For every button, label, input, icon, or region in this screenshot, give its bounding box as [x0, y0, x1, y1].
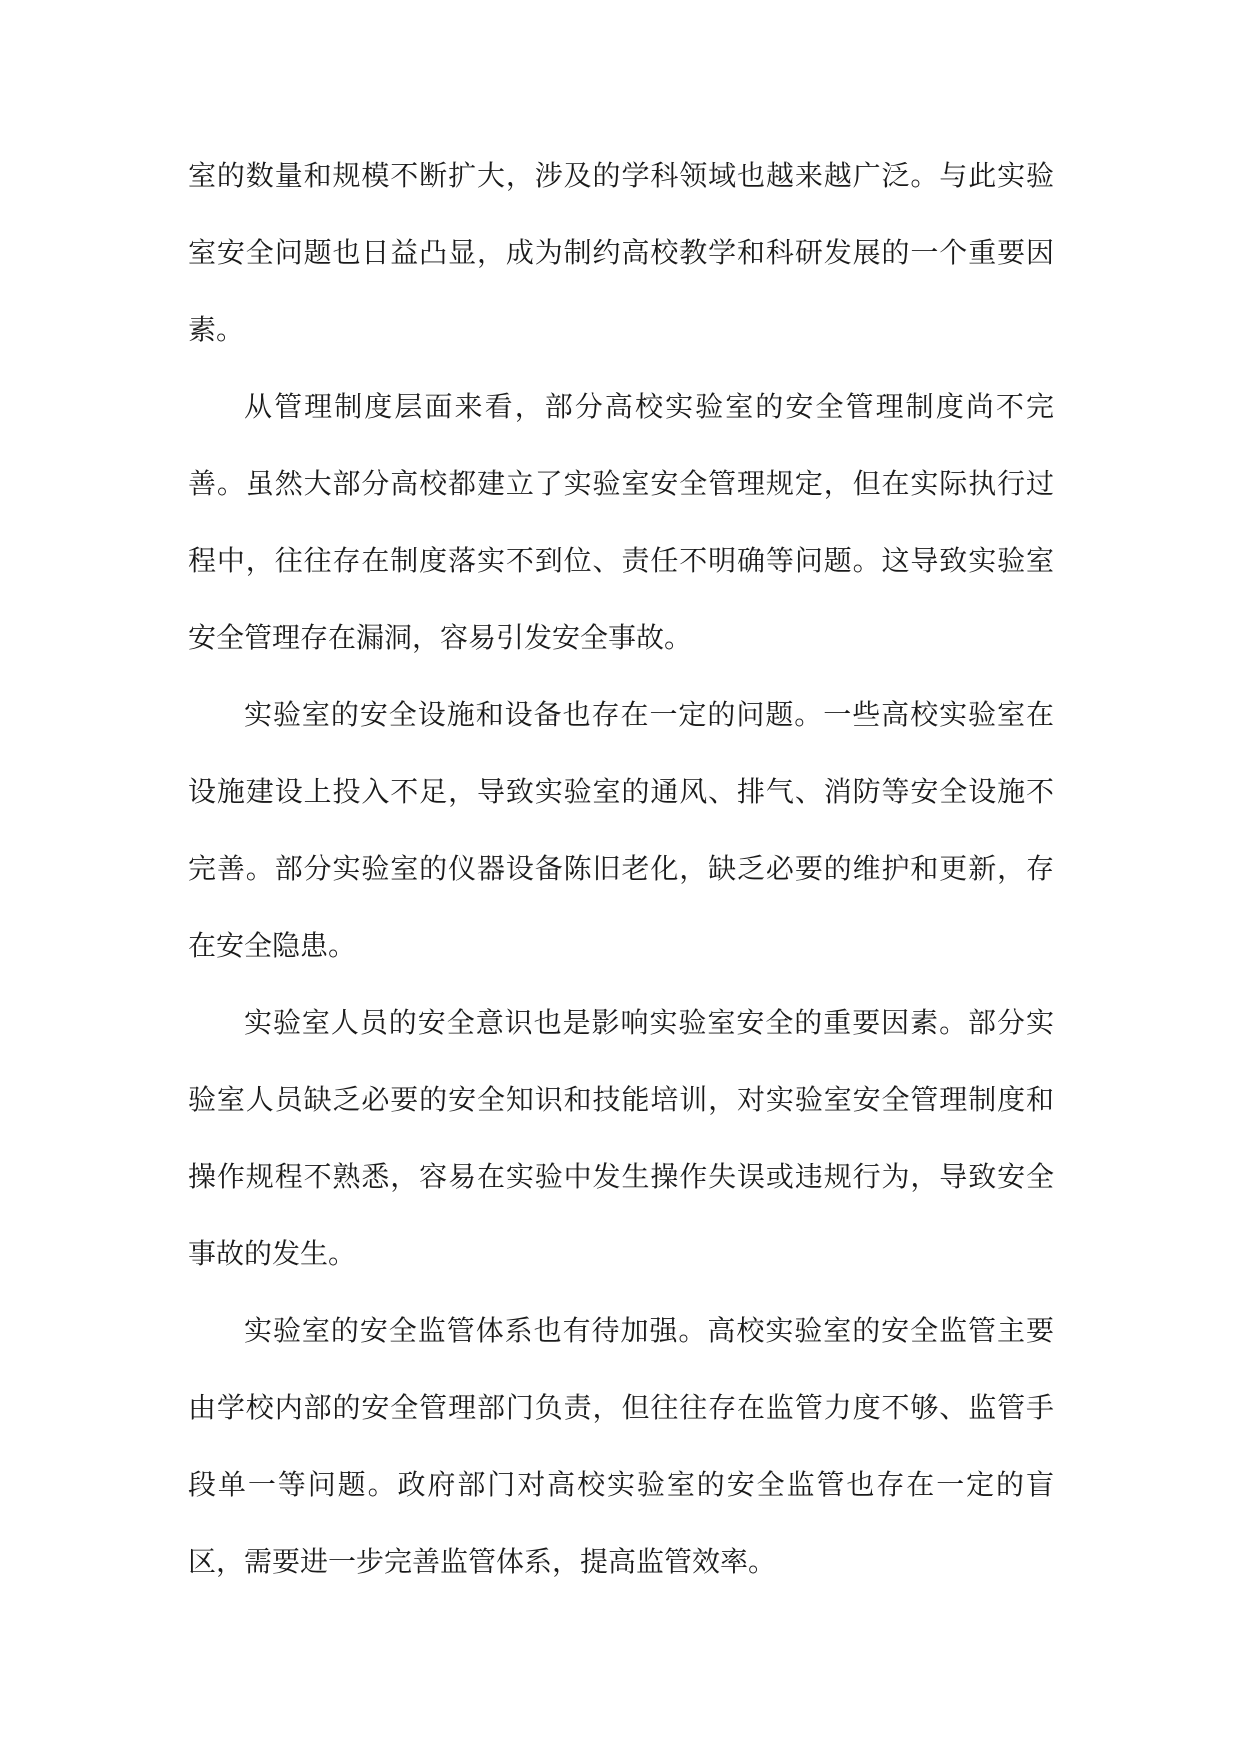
paragraph-management-system: 从管理制度层面来看，部分高校实验室的安全管理制度尚不完善。虽然大部分高校都建立了实验室安全管理规定，但在实际执行过程中，往往存在制度落实不到位、责任不明确等问题。这导致实验室安全管理存在漏洞，容易引发安全事故。	[188, 390, 1054, 654]
paragraph-supervision-system: 实验室的安全监管体系也有待加强。高校实验室的安全监管主要由学校内部的安全管理部门负责，但往往存在监管力度不够、监管手段单一等问题。政府部门对高校实验室的安全监管也存在一定的盲区，需要进一步完善监管体系，提高监管效率。	[188, 1314, 1054, 1578]
paragraph-facilities-equipment: 实验室的安全设施和设备也存在一定的问题。一些高校实验室在设施建设上投入不足，导致实验室的通风、排气、消防等安全设施不完善。部分实验室的仪器设备陈旧老化，缺乏必要的维护和更新，存在安全隐患。	[188, 698, 1054, 962]
paragraph-continuation: 室的数量和规模不断扩大，涉及的学科领域也越来越广泛。与此实验室安全问题也日益凸显，成为制约高校教学和科研发展的一个重要因素。	[188, 159, 1054, 346]
paragraph-safety-awareness: 实验室人员的安全意识也是影响实验室安全的重要因素。部分实验室人员缺乏必要的安全知识和技能培训，对实验室安全管理制度和操作规程不熟悉，容易在实验中发生操作失误或违规行为，导致安全事故的发生。	[188, 1006, 1054, 1270]
document-body	[188, 137, 1054, 1600]
